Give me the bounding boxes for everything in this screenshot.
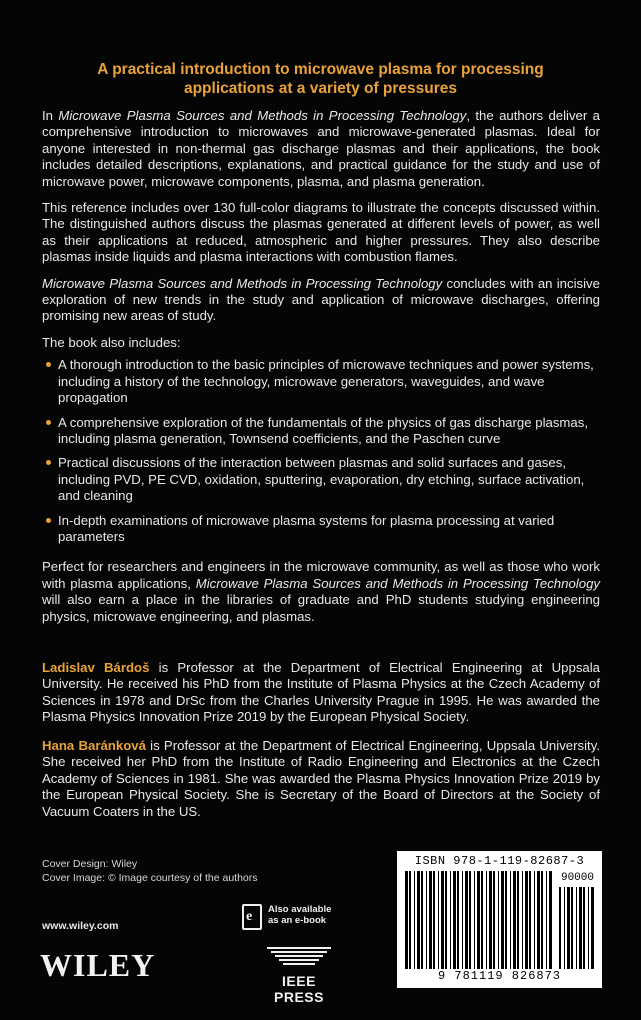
price-barcode-bars	[559, 887, 595, 969]
ieee-press-text: IEEE PRESS	[274, 973, 324, 1005]
ieee-press-logo	[263, 944, 335, 1005]
barcode-bar	[549, 871, 552, 969]
barcode-bar	[501, 871, 504, 969]
list-item	[42, 357, 600, 406]
author-bio-1	[42, 660, 600, 726]
barcode-bar	[462, 871, 463, 969]
barcode-bar	[450, 871, 451, 969]
bullet-icon	[46, 460, 51, 465]
barcode-bar	[469, 871, 471, 969]
barcode-bar	[489, 871, 492, 969]
barcode-bar	[559, 887, 561, 969]
barcode-bar	[438, 871, 439, 969]
cover-design-credit: Cover Design: Wiley	[42, 858, 138, 870]
barcode	[397, 851, 602, 988]
barcode-bar	[571, 887, 573, 969]
barcode-bar	[579, 887, 582, 969]
barcode-bar	[405, 871, 408, 969]
price-code: 90000	[560, 872, 594, 884]
barcode-bar	[429, 871, 432, 969]
barcode-bar	[517, 871, 519, 969]
description	[42, 108, 600, 635]
barcode-bar	[433, 871, 435, 969]
book-title: Microwave Plasma Sources and Methods in Processing Technology	[42, 275, 443, 291]
list-item-text: In-depth examinations of microwave plasma systems for plasma processing at varied parameters	[58, 512, 555, 544]
barcode-bar	[567, 887, 570, 969]
website-url: www.wiley.com	[42, 920, 119, 932]
barcode-bar	[421, 871, 423, 969]
barcode-bar	[426, 871, 427, 969]
barcode-bar	[453, 871, 456, 969]
barcode-bar	[441, 871, 444, 969]
ebook-badge	[242, 904, 331, 930]
list-item-text: A thorough introduction to the basic principles of microwave techniques and power systems, including a history of the technology, microwave generators, waveguides, and wave propagation	[58, 357, 594, 406]
paragraph-2: This reference includes over 130 full-color diagrams to illustrate the concepts discussed within. The distinguished authors discuss the plasmas generated at different levels of power, as well as their applications at reduced, atmospheric and higher pressures. They also describe plasmas inside liquids and plasma interactions with combustion flames.	[42, 200, 600, 265]
author-bio-2	[42, 738, 600, 820]
cover-image-credit: Cover Image: © Image courtesy of the authors	[42, 872, 258, 884]
barcode-bar	[529, 871, 531, 969]
barcode-bar	[486, 871, 487, 969]
feature-list	[42, 357, 600, 545]
barcode-bar	[583, 887, 585, 969]
bio-text: is Professor at the Department of Electrical Engineering at Uppsala University. He received his PhD from the Institute of Plasma Physics at the Czech Academy of Sciences in 1978 and DrSc from the Charles University Prague in 1995. He was awarded the Plasma Physics Innovation Prize 2019 by the European Physical Society.	[42, 660, 601, 725]
barcode-bar	[564, 887, 565, 969]
book-title: Microwave Plasma Sources and Methods in Processing Technology	[58, 108, 467, 123]
paragraph-3	[42, 276, 600, 325]
barcode-bar	[541, 871, 543, 969]
text: In	[42, 108, 59, 123]
ebook-text	[268, 904, 331, 926]
list-item	[42, 415, 600, 448]
barcode-bar	[534, 871, 535, 969]
barcode-bar	[522, 871, 523, 969]
barcode-bar	[591, 887, 594, 969]
ebook-icon-letter: e	[246, 909, 253, 924]
barcode-bar	[414, 871, 415, 969]
list-item	[42, 455, 600, 504]
paragraph-4	[42, 559, 600, 625]
bullet-icon	[46, 518, 51, 523]
text: , the authors deliver a comprehensive introduction to microwaves and microwave-generated plasmas. Ideal for anyone interested in non-thermal gas discharge plasmas and their applications, the book includes detailed descriptions, explanations, and practical guidance for the study and use of microwave power, microwave components, plasma, and plasma generation.	[42, 108, 600, 189]
barcode-bar	[576, 887, 577, 969]
barcode-bar	[513, 871, 516, 969]
barcode-bar	[465, 871, 468, 969]
barcode-bar	[474, 871, 475, 969]
barcode-number: 9 781119 826873	[437, 969, 562, 983]
barcode-bar	[546, 871, 547, 969]
barcode-bar	[505, 871, 507, 969]
barcode-bar	[445, 871, 447, 969]
ieee-diamond-icon	[263, 944, 335, 966]
barcode-bar	[481, 871, 483, 969]
ebook-line-2: as an e-book	[268, 915, 327, 926]
barcode-bar	[417, 871, 420, 969]
barcode-bar	[525, 871, 528, 969]
barcode-bar	[493, 871, 495, 969]
paragraph-1	[42, 108, 600, 190]
barcode-bar	[498, 871, 499, 969]
list-item-text: A comprehensive exploration of the fundamentals of the physics of gas discharge plasmas, including plasma generation, Townsend coefficients, and the Paschen curve	[58, 414, 588, 446]
headline: A practical introduction to microwave plasma for processing applications at a variety of pressures	[97, 61, 544, 97]
cover-credits	[42, 857, 258, 885]
barcode-bar	[409, 871, 411, 969]
bullet-icon	[46, 420, 51, 425]
list-item	[42, 513, 600, 546]
text: concludes with an incisive exploration of new trends in the study and application of microwave discharges, offering promising new areas of study.	[42, 275, 600, 324]
isbn-text: ISBN 978-1-119-82687-3	[414, 854, 585, 868]
book-title: Microwave Plasma Sources and Methods in Processing Technology	[195, 575, 600, 591]
text: Perfect for researchers and engineers in the microwave community, as well as those who work with plasma applications,	[42, 559, 600, 591]
bio-text: is Professor at the Department of Electrical Engineering, Uppsala University. She received her PhD from the Institute of Radio Engineering and Electronics at the Czech Academy of Sciences in 1981. She was awarded the Plasma Physics Innovation Prize 2019 by the European Physical Society. She is Secretary of the Board of Directors at the Society of Vacuum Coaters in the US.	[42, 738, 600, 819]
bullet-icon	[46, 362, 51, 367]
barcode-bar	[537, 871, 540, 969]
barcode-bar	[477, 871, 480, 969]
barcode-bar	[510, 871, 511, 969]
ebook-line-1: Also available	[268, 904, 332, 915]
list-item-text: Practical discussions of the interaction between plasmas and solid surfaces and gases, including PVD, PE CVD, oxidation, sputtering, evaporation, dry etching, surface activation, and cleaning	[58, 455, 585, 504]
includes-intro: The book also includes:	[42, 334, 181, 350]
text: will also earn a place in the libraries of graduate and PhD students studying engineering physics, microwave engineering, and plasmas.	[42, 592, 600, 624]
wiley-logo: WILEY	[40, 947, 156, 983]
barcode-bar	[457, 871, 459, 969]
author-name: Ladislav Bárdoš	[42, 660, 150, 675]
author-name: Hana Baránková	[42, 738, 146, 753]
ebook-icon	[242, 904, 262, 930]
barcode-bars	[405, 871, 555, 969]
barcode-bar	[588, 887, 589, 969]
